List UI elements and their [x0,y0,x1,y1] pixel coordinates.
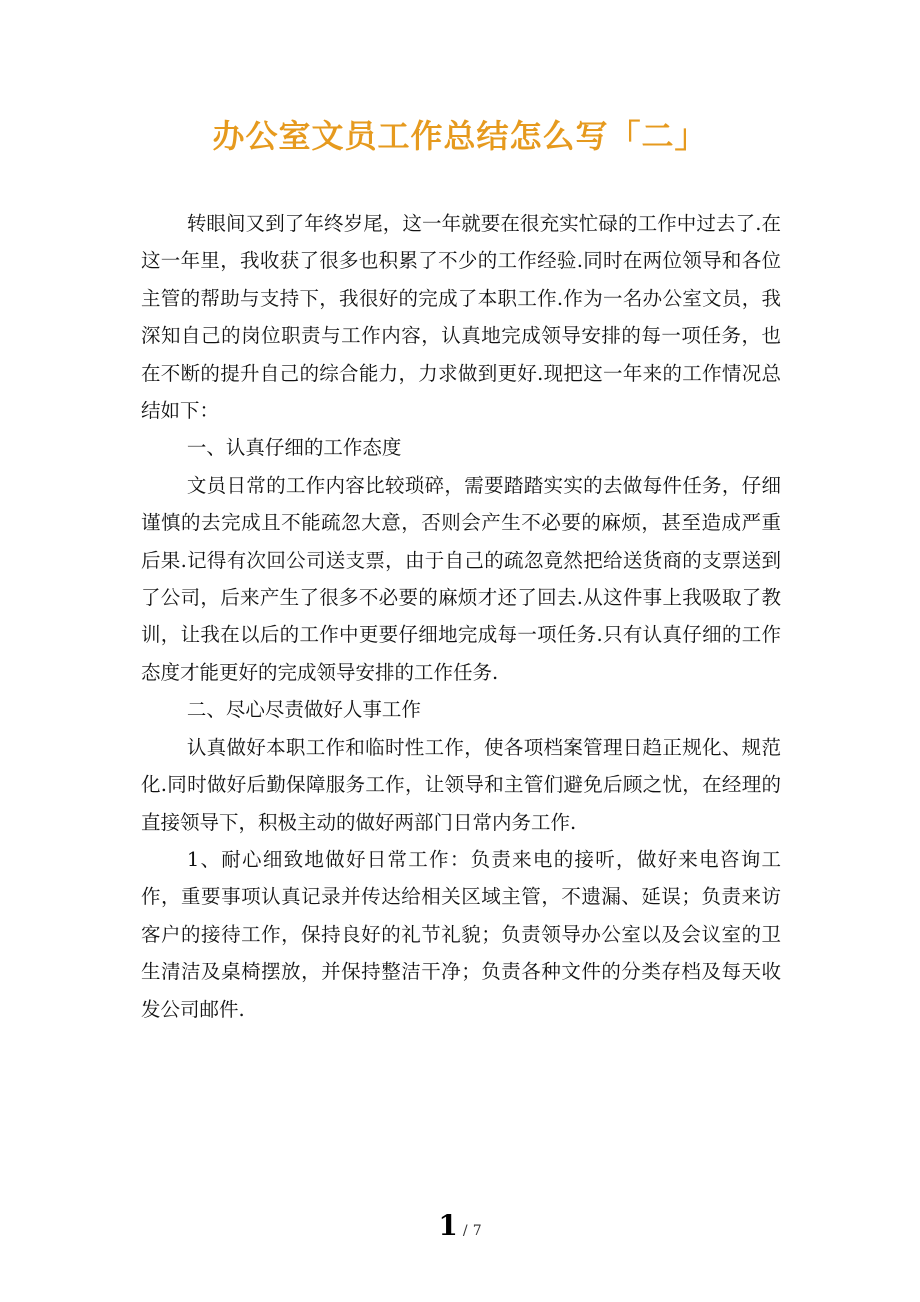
page-number [0,1206,920,1251]
document-body [141,205,781,1028]
section-heading-2: 二、尽心尽责做好人事工作 [186,698,421,722]
document-title: 办公室文员工作总结怎么写「二」 [212,117,708,155]
paragraph-section-1: 文员日常的工作内容比较琐碎，需要踏踏实实的去做每件任务，仔细谨慎的去完成且不能疏忽大意，否则会产生不必要的麻烦，甚至造成严重后果.记得有次回公司送支票，由于自己的疏忽竟然把给送货商的支票送到了公司，后来产生了很多不必要的麻烦才还了回去.从这件事上我吸取了教训，让我在以后的工作中更要仔细地完成每一项任务.只有认真仔细的工作态度才能更好的完成领导安排的工作任务. [141,473,781,684]
page-number-total: 7 [472,1223,482,1239]
paragraph-section-2: 认真做好本职工作和临时性工作，使各项档案管理日趋正规化、规范化.同时做好后勤保障服务工作，让领导和主管们避免后顾之忧，在经理的直接领导下，积极主动的做好两部门日常内务工作. [141,735,781,834]
section-heading-1: 一、认真仔细的工作态度 [186,436,402,460]
paragraph-item-1: 1、耐心细致地做好日常工作：负责来电的接听，做好来电咨询工作，重要事项认真记录并传达给相关区域主管，不遗漏、延误；负责来访客户的接待工作，保持良好的礼节礼貌；负责领导办公室以及会议室的卫生清洁及桌椅摆放，并保持整洁干净；负责各种文件的分类存档及每天收发公司邮件. [141,847,781,1021]
paragraph-intro: 转眼间又到了年终岁尾，这一年就要在很充实忙碌的工作中过去了.在这一年里，我收获了很多也积累了不少的工作经验.同时在两位领导和各位主管的帮助与支持下，我很好的完成了本职工作.作为一名办公室文员，我深知自己的岗位职责与工作内容，认真地完成领导安排的每一项任务，也在不断的提升自己的综合能力，力求做到更好.现把这一年来的工作情况总结如下： [141,212,781,423]
page-number-separator: / [462,1223,468,1239]
page-number-current: 1 [438,1209,458,1242]
